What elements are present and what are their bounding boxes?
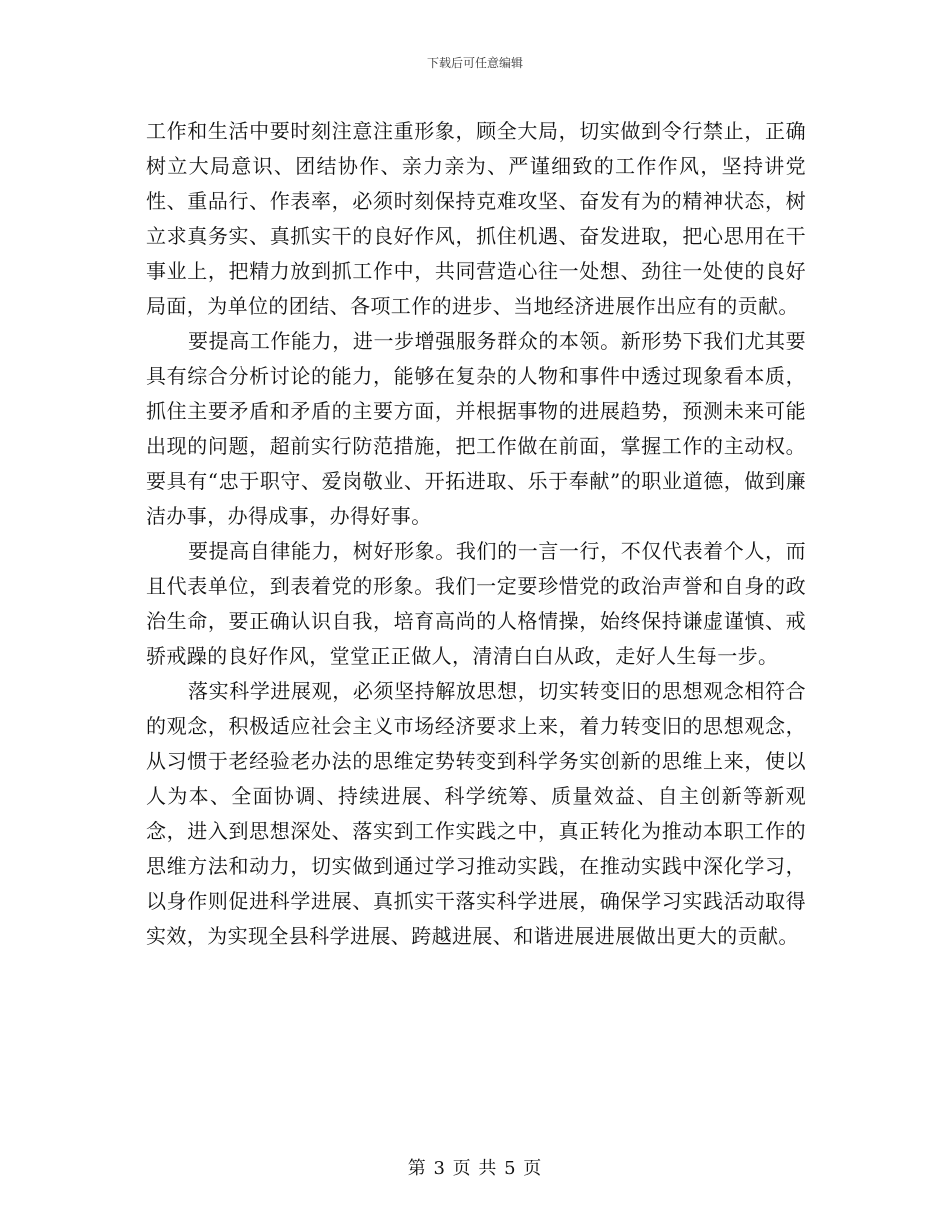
page-header: 下载后可任意编辑 bbox=[426, 56, 523, 70]
document-body bbox=[146, 114, 806, 954]
paragraph-2: 要提高工作能力，进一步增强服务群众的本领。新形势下我们尤其要具有综合分析讨论的能力，能够在复杂的人物和事件中透过现象看本质，抓住主要矛盾和矛盾的主要方面，并根据事物的进展趋势，预测未来可能出现的问题，超前实行防范措施，把工作做在前面，掌握工作的主动权。要具有“忠于职守、爱岗敬业、开拓进取、乐于奉献”的职业道德，做到廉洁办事，办得成事，办得好事。 bbox=[146, 329, 806, 528]
paragraph-3: 要提高自律能力，树好形象。我们的一言一行，不仅代表着个人，而且代表单位，到表着党的形象。我们一定要珍惜党的政治声誉和自身的政治生命，要正确认识自我，培育高尚的人格情操，始终保持谦虚谨慎、戒骄戒躁的良好作风，堂堂正正做人，清清白白从政，走好人生每一步。 bbox=[146, 539, 806, 668]
paragraph-1: 工作和生活中要时刻注意注重形象，顾全大局，切实做到令行禁止，正确树立大局意识、团结协作、亲力亲为、严谨细致的工作作风，坚持讲党性、重品行、作表率，必须时刻保持克难攻坚、奋发有为的精神状态，树立求真务实、真抓实干的良好作风，抓住机遇、奋发进取，把心思用在干事业上，把精力放到抓工作中，共同营造心往一处想、劲往一处使的良好局面，为单位的团结、各项工作的进步、当地经济进展作出应有的贡献。 bbox=[146, 119, 806, 318]
paragraph-4: 落实科学进展观，必须坚持解放思想，切实转变旧的思想观念相符合的观念，积极适应社会主义市场经济要求上来，着力转变旧的思想观念，从习惯于老经验老办法的思维定势转变到科学务实创新的思维上来，使以人为本、全面协调、持续进展、科学统筹、质量效益、自主创新等新观念，进入到思想深处、落实到工作实践之中，真正转化为推动本职工作的思维方法和动力，切实做到通过学习推动实践，在推动实践中深化学习，以身作则促进科学进展、真抓实干落实科学进展，确保学习实践活动取得实效，为实现全县科学进展、跨越进展、和谐进展进展做出更大的贡献。 bbox=[146, 679, 806, 948]
page-number-footer: 第 3 页 共 5 页 bbox=[407, 1158, 543, 1179]
